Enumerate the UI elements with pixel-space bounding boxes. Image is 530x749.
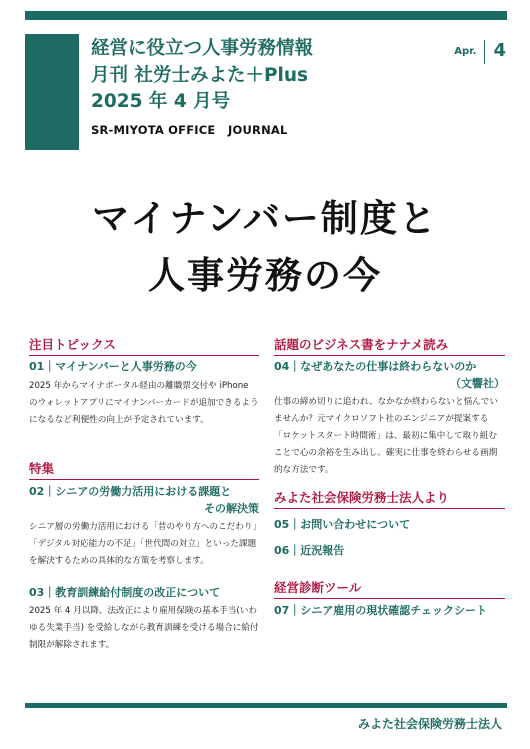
journal-name: SR-MIYOTA OFFICE JOURNAL xyxy=(91,123,288,137)
top-bar xyxy=(25,11,507,20)
issue-divider xyxy=(484,40,485,64)
training-item-03[interactable]: 03｜教育訓練給付制度の改正について xyxy=(29,586,221,599)
topics-heading: 注目トピックス xyxy=(29,335,259,356)
training-body: 2025 年 4 月以降、法改正により雇用保険の基本手当(いわゆる失業手当) を受給しながら教育訓練を受ける場合に給付制限が解除されます。 xyxy=(29,606,259,650)
main-title-line-2: 人事労務の今 xyxy=(148,254,382,297)
bottom-bar xyxy=(25,703,507,708)
issue-month: Apr. xyxy=(454,46,477,57)
feature-heading: 特集 xyxy=(29,459,259,480)
topics-item-01[interactable]: 01｜マイナンバーと人事労務の今 xyxy=(29,360,197,373)
masthead-line-1: 経営に役立つ人事労務情報 xyxy=(91,38,314,59)
books-body: 仕事の締め切りに追われ、なかなか終わらないと悩んでいませんか？元マイクロソフト社のエンジニアが提案する「ロケットスタート時間術」は、最初に集中して取り組むことで心の余裕を生み出し、確実に仕事を終わらせる画期的な方法です。 xyxy=(274,397,498,475)
topics-body: 2025 年からマイナポータル経由の離職票交付や iPhone のウォレットアプリにマイナンバーカードが追加できるようになるなど利便性の向上が予定されています。 xyxy=(29,381,259,425)
feature-body: シニア層の労働力活用における「昔のやり方へのこだわり」「デジタル対応能力の不足」「世代間の対立」といった課題を解決するための具体的な方策を考察します。 xyxy=(29,522,257,566)
issue-badge xyxy=(454,40,506,64)
books-item-04[interactable]: 04｜なぜあなたの仕事は終わらないのか xyxy=(274,360,477,373)
office-item-05[interactable]: 05｜お問い合わせについて xyxy=(274,518,411,531)
footer-organization: みよた社会保険労務士法人 xyxy=(357,717,502,731)
office-section xyxy=(274,488,505,559)
office-item-06[interactable]: 06｜近況報告 xyxy=(274,544,345,557)
masthead-line-2: 月刊 社労士みよた＋Plus xyxy=(91,64,309,86)
tools-heading: 経営診断ツール xyxy=(274,578,505,599)
feature-item-02[interactable]: 02｜シニアの労働力活用における課題と xyxy=(29,485,232,498)
issue-number: 4 xyxy=(493,40,506,61)
books-heading: 話題のビジネス書をナナメ読み xyxy=(274,335,505,356)
books-publisher: （文響社） xyxy=(450,377,505,390)
masthead xyxy=(91,36,313,116)
training-section xyxy=(29,584,259,654)
feature-item-02-cont[interactable]: その解決策 xyxy=(204,502,259,515)
main-title-line-1: マイナンバー制度と xyxy=(92,197,438,240)
tools-item-07[interactable]: 07｜シニア雇用の現状確認チェックシート xyxy=(274,604,487,617)
office-heading: みよた社会保険労務士法人より xyxy=(274,488,505,509)
feature-section xyxy=(29,459,259,570)
tools-section xyxy=(274,578,505,619)
books-section xyxy=(274,335,505,479)
masthead-color-block xyxy=(25,34,79,150)
main-title xyxy=(0,190,530,304)
masthead-line-3: 2025 年 4 月号 xyxy=(91,91,231,112)
topics-section xyxy=(29,335,259,429)
